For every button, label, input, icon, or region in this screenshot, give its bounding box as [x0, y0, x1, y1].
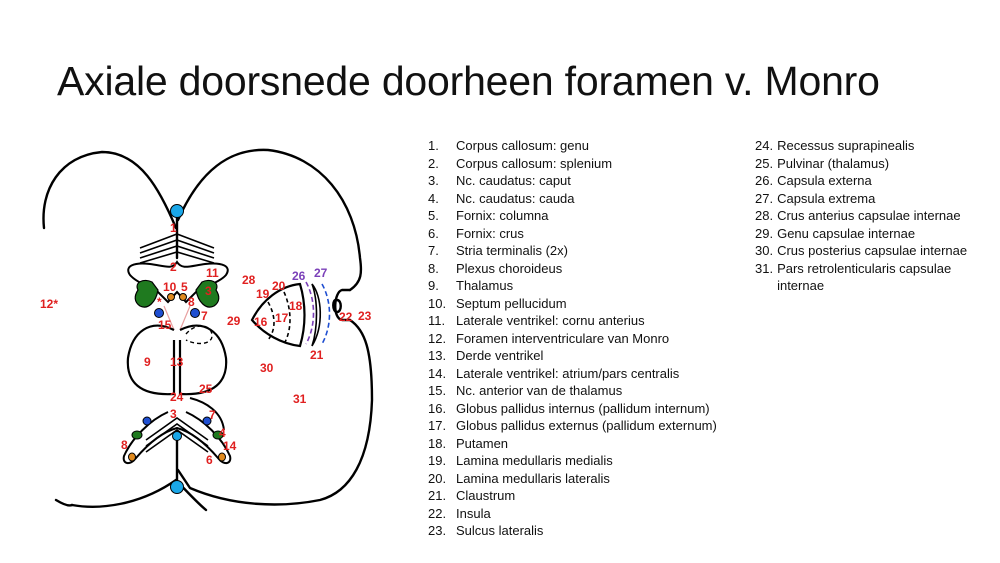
label-14: 14: [223, 439, 237, 453]
legend-item: [755, 155, 993, 173]
plexus-left: [155, 309, 164, 318]
legend-item-text: Putamen: [456, 435, 509, 451]
legend-item-text: Stria terminalis (2x): [456, 243, 568, 258]
legend-item-number: 19.: [428, 453, 447, 468]
legend-item-text: Nc. caudatus: cauda: [456, 190, 575, 206]
legend-item-text: Recessus suprapinealis: [777, 138, 915, 153]
label-11: 11: [206, 266, 219, 280]
legend-item-text: Plexus choroideus: [456, 260, 563, 276]
legend-item-number: 23.: [428, 523, 447, 538]
label-1: 1: [170, 221, 177, 235]
legend-item-text: Nc. anterior van de thalamus: [456, 383, 623, 398]
label-28: 28: [242, 273, 256, 287]
legend-item-number: 17.: [428, 418, 447, 433]
legend-item-number: 4.: [428, 190, 439, 206]
label-8a: 8: [188, 295, 195, 309]
legend-item-number: 2.: [428, 155, 439, 171]
label-25: 25: [199, 382, 213, 396]
legend-item-number: 8.: [428, 260, 439, 276]
legend-item-number: 7.: [428, 243, 439, 258]
legend-item-text: Corpus callosum: genu: [456, 138, 589, 153]
legend-item-number: 10.: [428, 295, 447, 311]
left-hemisphere-outline: [43, 152, 176, 507]
legend-item-text: Derde ventrikel: [456, 348, 544, 363]
label-27: 27: [314, 266, 328, 280]
legend-item-number: 28.: [755, 208, 774, 223]
legend-item: [428, 452, 717, 470]
legend-item: [428, 382, 717, 400]
legend-item-text: Crus anterius capsulae internae: [777, 208, 961, 223]
legend-item-text: Fornix: columna: [456, 208, 549, 223]
legend-item: [428, 470, 717, 488]
legend-item-text: Nc. caudatus: caput: [456, 173, 571, 188]
legend-item: [428, 295, 717, 313]
legend-item-number: 18.: [428, 435, 447, 451]
legend-item-number: 3.: [428, 173, 439, 188]
label-19: 19: [256, 287, 270, 301]
label-24: 24: [170, 390, 184, 404]
legend-left-list: [428, 137, 717, 540]
label-21: 21: [310, 348, 324, 362]
legend-item-number: 21.: [428, 488, 447, 503]
thalamus-left: [128, 326, 174, 395]
legend-item-text: Crus posterius capsulae internae: [777, 243, 968, 258]
legend-item-number: 25.: [755, 155, 774, 171]
legend-item: [428, 417, 717, 435]
legend-item: [428, 277, 717, 295]
legend-item-number: 14.: [428, 365, 447, 381]
label-7a: 7: [201, 309, 208, 323]
legend-item-text: Thalamus: [456, 278, 514, 293]
legend-item: [428, 435, 717, 453]
label-3a: 3: [205, 284, 212, 298]
label-29: 29: [227, 314, 241, 328]
label-18: 18: [289, 299, 303, 313]
label-20: 20: [272, 279, 286, 293]
legend-item: [428, 190, 717, 208]
legend-item-text: Capsula externa: [777, 173, 872, 188]
legend-item-text: Pars retrolenticularis capsulae internae: [777, 260, 952, 293]
label-9: 9: [144, 355, 151, 369]
legend-item-text: Fornix: crus: [456, 225, 524, 241]
legend-item: [428, 207, 717, 225]
label-17: 17: [275, 311, 289, 325]
label-10: 10: [163, 280, 177, 294]
anterior-vessel: [171, 205, 184, 218]
legend-item-text: Laterale ventrikel: atrium/pars centralis: [456, 365, 680, 381]
plexus-right: [191, 309, 200, 318]
legend-right-list: [755, 137, 993, 295]
label-7b: 7: [209, 408, 216, 422]
legend-item-text: Globus pallidus externus (pallidum externum): [456, 418, 717, 433]
legend-item-number: 22.: [428, 505, 447, 521]
legend-item: [428, 365, 717, 383]
legend-item: [755, 190, 993, 208]
legend-item: [428, 172, 717, 190]
legend-item-number: 24.: [755, 138, 774, 153]
label-31: 31: [293, 392, 307, 406]
label-12: 12*: [40, 297, 59, 311]
legend-item-text: Sulcus lateralis: [456, 523, 544, 538]
legend-item: [428, 522, 717, 540]
legend-item: [428, 400, 717, 418]
label-5: 5: [181, 280, 188, 294]
legend-item-text: Lamina medullaris medialis: [456, 453, 613, 468]
brain-axial-diagram: [0, 0, 420, 563]
legend-item: [755, 137, 993, 155]
legend-item-number: 27.: [755, 190, 774, 206]
slide-title: Axiale doorsnede doorheen foramen v. Monro: [57, 58, 880, 104]
legend-item: [428, 137, 717, 155]
legend-item-text: Genu capsulae internae: [777, 225, 916, 241]
legend-item-number: 11.: [428, 313, 446, 328]
legend-item: [755, 207, 993, 225]
legend-item-text: Capsula extrema: [777, 190, 876, 206]
label-22: 22: [339, 310, 353, 324]
legend-item: [755, 172, 993, 190]
legend-item-text: Corpus callosum: splenium: [456, 155, 613, 171]
legend-item: [428, 260, 717, 278]
label-star: *: [157, 295, 162, 309]
legend-item-text: Laterale ventrikel: cornu anterius: [456, 313, 645, 328]
posterior-vessel: [171, 481, 184, 494]
label-23: 23: [358, 309, 372, 323]
legend-item-number: 30.: [755, 243, 774, 258]
legend-item: [428, 312, 717, 330]
legend-item-number: 13.: [428, 348, 447, 363]
label-3b: 3: [170, 407, 177, 421]
legend-item: [428, 505, 717, 523]
label-26: 26: [292, 269, 306, 283]
label-13: 13: [170, 355, 184, 369]
label-16: 16: [254, 315, 268, 329]
legend-item: [428, 487, 717, 505]
legend-item: [428, 242, 717, 260]
legend-item-text: Claustrum: [456, 488, 516, 503]
legend-item-number: 16.: [428, 400, 447, 416]
legend-item-text: Lamina medullaris lateralis: [456, 470, 610, 486]
legend-item-text: Foramen interventriculare van Monro: [456, 330, 670, 346]
label-8b: 8: [121, 438, 128, 452]
legend-item-number: 29.: [755, 225, 774, 241]
legend-item-text: Pulvinar (thalamus): [777, 155, 890, 171]
legend-item: [428, 225, 717, 243]
legend-item-number: 26.: [755, 173, 774, 188]
legend-item-number: 9.: [428, 278, 439, 293]
legend-item-text: Insula: [456, 505, 491, 521]
legend-item-number: 1.: [428, 138, 439, 153]
legend-item-number: 15.: [428, 383, 447, 398]
legend-item: [428, 347, 717, 365]
label-6: 6: [206, 453, 213, 467]
legend-item-text: Septum pellucidum: [456, 295, 567, 311]
legend-item: [755, 260, 993, 295]
label-30: 30: [260, 361, 274, 375]
label-15: 15: [158, 318, 172, 332]
legend-item-text: Globus pallidus internus (pallidum internum): [456, 400, 710, 416]
label-2: 2: [170, 260, 177, 274]
legend-item: [428, 330, 717, 348]
label-4: 4: [219, 426, 226, 440]
legend-item-number: 31.: [755, 260, 774, 276]
legend-item: [755, 242, 993, 260]
legend-item-number: 12.: [428, 330, 447, 346]
legend-item: [755, 225, 993, 243]
legend-item-number: 5.: [428, 208, 439, 223]
legend-item-number: 20.: [428, 470, 447, 486]
legend-item: [428, 155, 717, 173]
legend-item-number: 6.: [428, 225, 439, 241]
